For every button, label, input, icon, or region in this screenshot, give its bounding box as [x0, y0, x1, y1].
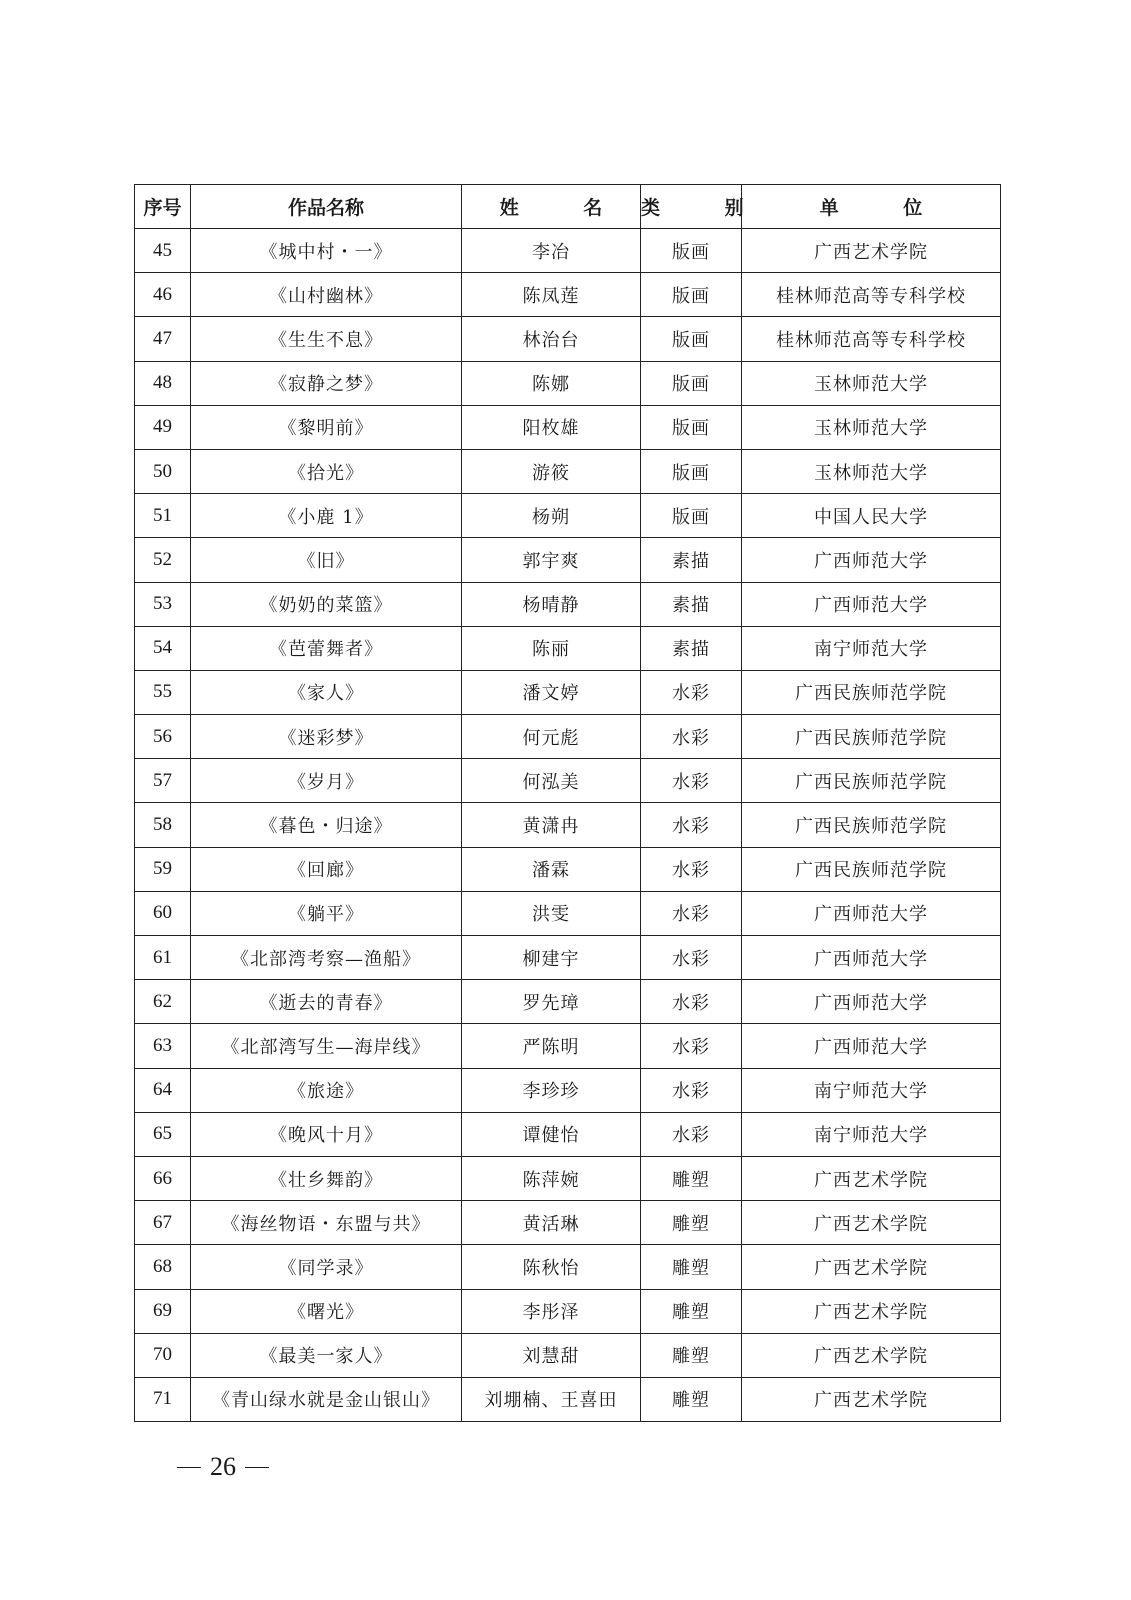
cell-unit: 广西民族师范学院: [742, 803, 1001, 847]
cell-serial-number: 71: [135, 1377, 191, 1421]
award-list-table: [134, 184, 1001, 1422]
cell-author-name: 洪雯: [462, 891, 641, 935]
header-unit-text: 单 位: [819, 197, 946, 219]
cell-category: 水彩: [641, 891, 742, 935]
cell-serial-number: 53: [135, 582, 191, 626]
cell-unit: 广西师范大学: [742, 980, 1001, 1024]
cell-serial-number: 62: [135, 980, 191, 1024]
table-row: [135, 936, 1001, 980]
page-number-footer: [168, 1452, 278, 1482]
table-row: [135, 229, 1001, 273]
table-row: [135, 494, 1001, 538]
cell-serial-number: 57: [135, 759, 191, 803]
cell-author-name: 陈凤莲: [462, 273, 641, 317]
table-row: [135, 1201, 1001, 1245]
cell-category: 水彩: [641, 1112, 742, 1156]
cell-work-title: 《曙光》: [191, 1289, 462, 1333]
cell-unit: 广西艺术学院: [742, 1289, 1001, 1333]
cell-work-title: 《晚风十月》: [191, 1112, 462, 1156]
table-row: [135, 361, 1001, 405]
cell-serial-number: 63: [135, 1024, 191, 1068]
footer-dash-right: [245, 1467, 269, 1468]
table-row: [135, 449, 1001, 493]
cell-category: 水彩: [641, 803, 742, 847]
cell-serial-number: 61: [135, 936, 191, 980]
footer-dash-left: [177, 1467, 201, 1468]
cell-author-name: 李冶: [462, 229, 641, 273]
table-body: [135, 229, 1001, 1422]
cell-unit: 玉林师范大学: [742, 449, 1001, 493]
cell-unit: 桂林师范高等专科学校: [742, 317, 1001, 361]
cell-serial-number: 47: [135, 317, 191, 361]
cell-unit: 广西师范大学: [742, 1024, 1001, 1068]
cell-unit: 玉林师范大学: [742, 361, 1001, 405]
table-row: [135, 891, 1001, 935]
cell-category: 雕塑: [641, 1377, 742, 1421]
cell-author-name: 潘文婷: [462, 670, 641, 714]
cell-author-name: 李彤泽: [462, 1289, 641, 1333]
cell-category: 雕塑: [641, 1333, 742, 1377]
cell-author-name: 严陈明: [462, 1024, 641, 1068]
cell-work-title: 《同学录》: [191, 1245, 462, 1289]
header-category: [641, 185, 767, 229]
table-row: [135, 759, 1001, 803]
table-row: [135, 803, 1001, 847]
cell-unit: 南宁师范大学: [742, 626, 1001, 670]
cell-work-title: 《山村幽林》: [191, 273, 462, 317]
cell-author-name: 陈娜: [462, 361, 641, 405]
cell-serial-number: 55: [135, 670, 191, 714]
cell-category: 版画: [641, 361, 742, 405]
cell-author-name: 游筱: [462, 449, 641, 493]
cell-category: 水彩: [641, 759, 742, 803]
cell-serial-number: 69: [135, 1289, 191, 1333]
cell-author-name: 林治台: [462, 317, 641, 361]
cell-unit: 广西师范大学: [742, 582, 1001, 626]
table-row: [135, 538, 1001, 582]
header-serial-number: 序号: [135, 185, 191, 229]
cell-author-name: 杨晴静: [462, 582, 641, 626]
table-row: [135, 1245, 1001, 1289]
cell-work-title: 《逝去的青春》: [191, 980, 462, 1024]
cell-work-title: 《北部湾考察—渔船》: [191, 936, 462, 980]
cell-unit: 广西艺术学院: [742, 1156, 1001, 1200]
header-author-name-text: 姓 名: [499, 197, 626, 219]
table-row: [135, 1156, 1001, 1200]
cell-serial-number: 68: [135, 1245, 191, 1289]
cell-serial-number: 67: [135, 1201, 191, 1245]
cell-serial-number: 46: [135, 273, 191, 317]
cell-author-name: 陈丽: [462, 626, 641, 670]
cell-work-title: 《寂静之梦》: [191, 361, 462, 405]
cell-work-title: 《回廊》: [191, 847, 462, 891]
table-row: [135, 582, 1001, 626]
table-row: [135, 405, 1001, 449]
cell-category: 版画: [641, 229, 742, 273]
cell-serial-number: 65: [135, 1112, 191, 1156]
cell-unit: 南宁师范大学: [742, 1068, 1001, 1112]
cell-serial-number: 58: [135, 803, 191, 847]
cell-author-name: 杨朔: [462, 494, 641, 538]
table-row: [135, 1289, 1001, 1333]
cell-category: 素描: [641, 538, 742, 582]
cell-author-name: 潘霖: [462, 847, 641, 891]
cell-work-title: 《拾光》: [191, 449, 462, 493]
cell-author-name: 罗先璋: [462, 980, 641, 1024]
table-row: [135, 1333, 1001, 1377]
cell-unit: 广西师范大学: [742, 891, 1001, 935]
cell-serial-number: 59: [135, 847, 191, 891]
cell-category: 版画: [641, 273, 742, 317]
cell-author-name: 谭健怡: [462, 1112, 641, 1156]
cell-unit: 中国人民大学: [742, 494, 1001, 538]
cell-author-name: 陈萍婉: [462, 1156, 641, 1200]
cell-unit: 广西民族师范学院: [742, 670, 1001, 714]
table-row: [135, 715, 1001, 759]
table-row: [135, 1377, 1001, 1421]
cell-unit: 广西艺术学院: [742, 1201, 1001, 1245]
header-category-text: 类 别: [641, 197, 767, 219]
cell-category: 素描: [641, 582, 742, 626]
cell-author-name: 李珍珍: [462, 1068, 641, 1112]
cell-work-title: 《最美一家人》: [191, 1333, 462, 1377]
cell-serial-number: 60: [135, 891, 191, 935]
cell-author-name: 黄活琳: [462, 1201, 641, 1245]
cell-unit: 玉林师范大学: [742, 405, 1001, 449]
cell-work-title: 《奶奶的菜篮》: [191, 582, 462, 626]
cell-serial-number: 64: [135, 1068, 191, 1112]
cell-category: 水彩: [641, 847, 742, 891]
cell-category: 版画: [641, 317, 742, 361]
cell-category: 雕塑: [641, 1245, 742, 1289]
cell-serial-number: 51: [135, 494, 191, 538]
cell-serial-number: 48: [135, 361, 191, 405]
table-row: [135, 273, 1001, 317]
cell-work-title: 《岁月》: [191, 759, 462, 803]
cell-serial-number: 56: [135, 715, 191, 759]
cell-work-title: 《芭蕾舞者》: [191, 626, 462, 670]
cell-work-title: 《青山绿水就是金山银山》: [191, 1377, 462, 1421]
table-row: [135, 980, 1001, 1024]
cell-serial-number: 52: [135, 538, 191, 582]
page-number: 26: [210, 1452, 236, 1481]
table-row: [135, 317, 1001, 361]
cell-unit: 广西师范大学: [742, 538, 1001, 582]
table-row: [135, 670, 1001, 714]
cell-serial-number: 70: [135, 1333, 191, 1377]
cell-author-name: 柳建宇: [462, 936, 641, 980]
cell-work-title: 《北部湾写生—海岸线》: [191, 1024, 462, 1068]
cell-category: 雕塑: [641, 1289, 742, 1333]
cell-unit: 广西艺术学院: [742, 1245, 1001, 1289]
cell-serial-number: 45: [135, 229, 191, 273]
cell-unit: 广西艺术学院: [742, 229, 1001, 273]
cell-unit: 南宁师范大学: [742, 1112, 1001, 1156]
cell-unit: 广西民族师范学院: [742, 847, 1001, 891]
cell-category: 雕塑: [641, 1156, 742, 1200]
header-unit: [742, 185, 1001, 229]
cell-author-name: 何泓美: [462, 759, 641, 803]
cell-serial-number: 50: [135, 449, 191, 493]
cell-author-name: 刘堋楠、王喜田: [462, 1377, 641, 1421]
cell-work-title: 《壮乡舞韵》: [191, 1156, 462, 1200]
cell-category: 水彩: [641, 936, 742, 980]
table-row: [135, 626, 1001, 670]
table-row: [135, 847, 1001, 891]
cell-author-name: 郭宇爽: [462, 538, 641, 582]
cell-author-name: 刘慧甜: [462, 1333, 641, 1377]
cell-unit: 广西民族师范学院: [742, 759, 1001, 803]
cell-author-name: 陈秋怡: [462, 1245, 641, 1289]
cell-work-title: 《生生不息》: [191, 317, 462, 361]
cell-work-title: 《躺平》: [191, 891, 462, 935]
cell-serial-number: 66: [135, 1156, 191, 1200]
cell-work-title: 《小鹿 1》: [191, 494, 462, 538]
cell-category: 水彩: [641, 715, 742, 759]
cell-unit: 广西艺术学院: [742, 1333, 1001, 1377]
cell-work-title: 《旧》: [191, 538, 462, 582]
cell-category: 水彩: [641, 1024, 742, 1068]
header-author-name: [462, 185, 641, 229]
cell-author-name: 何元彪: [462, 715, 641, 759]
cell-work-title: 《家人》: [191, 670, 462, 714]
header-work-title: 作品名称: [191, 185, 462, 229]
cell-work-title: 《城中村・一》: [191, 229, 462, 273]
cell-author-name: 黄潇冉: [462, 803, 641, 847]
cell-category: 水彩: [641, 670, 742, 714]
cell-unit: 广西艺术学院: [742, 1377, 1001, 1421]
cell-work-title: 《海丝物语・东盟与共》: [191, 1201, 462, 1245]
cell-category: 版画: [641, 494, 742, 538]
cell-work-title: 《旅途》: [191, 1068, 462, 1112]
cell-unit: 桂林师范高等专科学校: [742, 273, 1001, 317]
cell-category: 雕塑: [641, 1201, 742, 1245]
cell-author-name: 阳枚雄: [462, 405, 641, 449]
cell-category: 水彩: [641, 980, 742, 1024]
cell-serial-number: 49: [135, 405, 191, 449]
cell-work-title: 《迷彩梦》: [191, 715, 462, 759]
cell-work-title: 《黎明前》: [191, 405, 462, 449]
cell-category: 版画: [641, 449, 742, 493]
table-row: [135, 1112, 1001, 1156]
cell-work-title: 《暮色・归途》: [191, 803, 462, 847]
cell-unit: 广西师范大学: [742, 936, 1001, 980]
cell-category: 素描: [641, 626, 742, 670]
table-header-row: [135, 185, 1001, 229]
cell-category: 水彩: [641, 1068, 742, 1112]
cell-serial-number: 54: [135, 626, 191, 670]
cell-unit: 广西民族师范学院: [742, 715, 1001, 759]
table-row: [135, 1068, 1001, 1112]
table-row: [135, 1024, 1001, 1068]
cell-category: 版画: [641, 405, 742, 449]
